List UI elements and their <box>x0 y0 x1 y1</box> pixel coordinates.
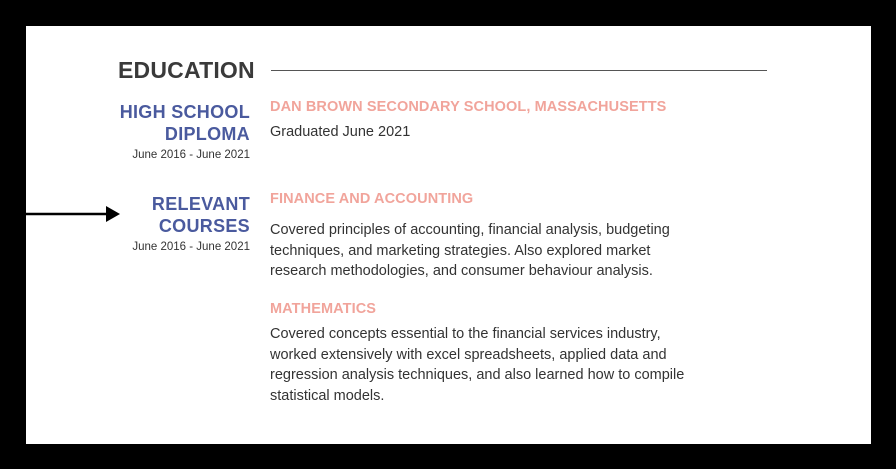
text-line: Covered principles of accounting, financial analysis, budgeting <box>270 222 670 238</box>
course-heading-finance: FINANCE AND ACCOUNTING <box>270 191 474 207</box>
section-title: EDUCATION <box>118 57 255 83</box>
entry-dates: June 2016 - June 2021 <box>132 241 250 253</box>
entry-title-line: RELEVANT <box>151 194 250 214</box>
text-line: techniques, and marketing strategies. Also explored market <box>270 242 651 259</box>
entry-title-line: COURSES <box>158 216 250 236</box>
graduation-text <box>270 122 690 143</box>
text-line: research methodologies, and consumer behaviour analysis. <box>270 263 653 280</box>
entry-dates: June 2016 - June 2021 <box>132 149 250 161</box>
text-line: statistical models. <box>270 388 385 405</box>
course-description-mathematics <box>270 324 690 407</box>
text-line: Graduated June 2021 <box>270 124 411 140</box>
school-name: DAN BROWN SECONDARY SCHOOL, MASSACHUSETTS <box>270 99 667 115</box>
text-line: Covered concepts essential to the financial services industry, <box>270 326 661 342</box>
section-divider <box>271 70 767 71</box>
text-line: regression analysis techniques, and also learned how to compile <box>270 367 685 384</box>
entry-title-line: HIGH SCHOOL <box>119 102 250 122</box>
text-line: worked extensively with excel spreadsheets, applied data and <box>270 346 667 363</box>
entry-title-relevant-courses <box>152 193 250 237</box>
entry-title-line: DIPLOMA <box>164 124 250 144</box>
arrow-right-icon <box>26 204 122 224</box>
course-description-finance <box>270 220 690 282</box>
course-heading-mathematics: MATHEMATICS <box>270 301 377 317</box>
entry-title-high-school <box>120 101 250 145</box>
